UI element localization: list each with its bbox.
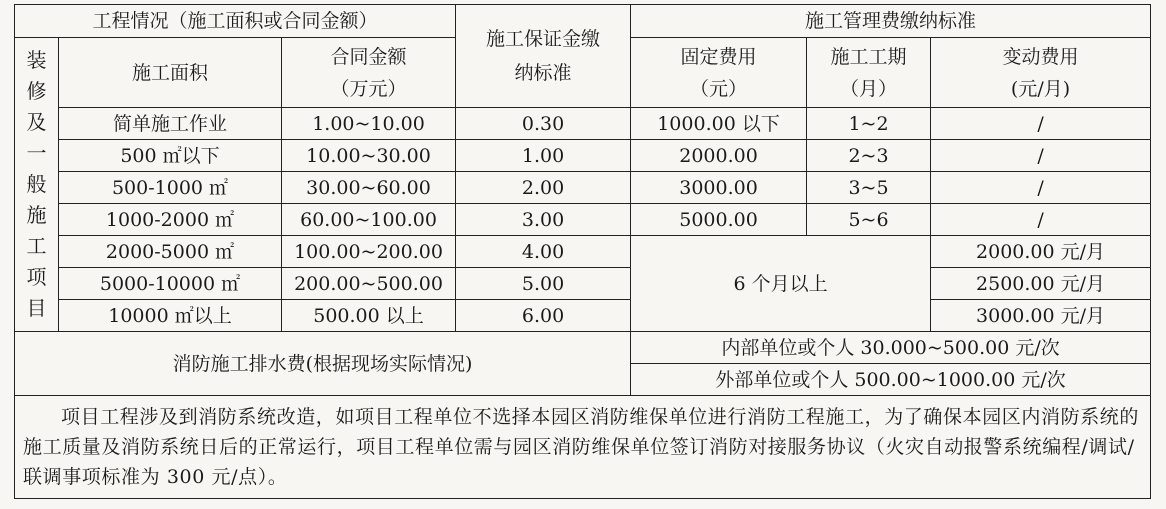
area-cell: 1000-2000 ㎡ — [59, 204, 282, 236]
contract-cell: 100.00~200.00 — [282, 236, 456, 268]
area-cell: 500-1000 ㎡ — [59, 172, 282, 204]
deposit-cell: 4.00 — [456, 236, 631, 268]
note-text: 项目工程涉及到消防系统改造，如项目工程单位不选择本园区消防维保单位进行消防工程施工，为了确保本园区内消防系统的施工质量及消防系统日后的正常运行，项目工程单位需与园区消防维保单位签订消防对接服务协议（火灾自动报警系统编程/调试/联调事项标准为 300 元/点）。 — [23, 406, 1140, 488]
variable-fee-cell: 3000.00 元/月 — [931, 300, 1151, 332]
variable-fee-cell: 2000.00 元/月 — [931, 236, 1151, 268]
category-char: 般 — [26, 172, 47, 196]
table-row — [15, 268, 1151, 300]
long-period-cell: 6 个月以上 — [631, 236, 931, 332]
variable-header-line2: (元/月) — [1010, 77, 1071, 100]
fire-drain-row — [15, 332, 1151, 364]
category-char: 装 — [26, 48, 47, 72]
variable-fee-cell: 2500.00 元/月 — [931, 268, 1151, 300]
category-side-label — [15, 38, 59, 332]
contract-header-line2: （万元） — [330, 77, 407, 100]
header-row — [15, 5, 1151, 38]
period-cell: 3~5 — [807, 172, 931, 204]
fixed-fee-cell: 2000.00 — [631, 140, 807, 172]
fee-standard-sheet — [14, 4, 1150, 504]
variable-fee-cell: / — [931, 172, 1151, 204]
category-char: 工 — [26, 234, 47, 258]
note-row — [15, 396, 1151, 499]
contract-cell: 1.00~10.00 — [282, 108, 456, 140]
deposit-header — [456, 5, 631, 108]
category-char: 及 — [26, 110, 47, 134]
deposit-cell: 2.00 — [456, 172, 631, 204]
fixed-fee-cell: 3000.00 — [631, 172, 807, 204]
contract-cell: 10.00~30.00 — [282, 140, 456, 172]
period-header-line1: 施工工期 — [830, 45, 907, 68]
category-char: 一 — [26, 141, 47, 165]
area-cell: 2000-5000 ㎡ — [59, 236, 282, 268]
table-row — [15, 108, 1151, 140]
table-row — [15, 300, 1151, 332]
contract-cell: 60.00~100.00 — [282, 204, 456, 236]
area-header: 施工面积 — [59, 38, 282, 108]
fixed-fee-header — [631, 38, 807, 108]
deposit-title: 施工保证金缴纳标准 — [486, 28, 601, 84]
fire-drain-external: 外部单位或个人 500.00~1000.00 元/次 — [631, 364, 1151, 396]
period-header — [807, 38, 931, 108]
contract-header — [282, 38, 456, 108]
fixed-fee-cell: 5000.00 — [631, 204, 807, 236]
contract-header-line1: 合同金额 — [330, 45, 407, 68]
deposit-cell: 3.00 — [456, 204, 631, 236]
fire-system-note — [15, 396, 1151, 499]
period-cell: 5~6 — [807, 204, 931, 236]
variable-fee-cell: / — [931, 204, 1151, 236]
fire-drain-label: 消防施工排水费(根据现场实际情况) — [15, 332, 631, 396]
period-cell: 1~2 — [807, 108, 931, 140]
mgmt-group-header: 施工管理费缴纳标准 — [631, 5, 1151, 38]
table-row — [15, 204, 1151, 236]
contract-cell: 500.00 以上 — [282, 300, 456, 332]
fixed-header-line2: （元） — [690, 77, 748, 100]
period-cell: 2~3 — [807, 140, 931, 172]
fixed-fee-cell: 1000.00 以下 — [631, 108, 807, 140]
fee-standard-table — [14, 4, 1151, 499]
area-cell: 10000 ㎡以上 — [59, 300, 282, 332]
category-char: 施 — [26, 203, 47, 227]
variable-fee-cell: / — [931, 108, 1151, 140]
table-row — [15, 140, 1151, 172]
area-group-header: 工程情况（施工面积或合同金额） — [15, 5, 456, 38]
fire-drain-internal: 内部单位或个人 30.000~500.00 元/次 — [631, 332, 1151, 364]
deposit-cell: 1.00 — [456, 140, 631, 172]
fixed-header-line1: 固定费用 — [680, 45, 757, 68]
contract-cell: 30.00~60.00 — [282, 172, 456, 204]
area-cell: 500 ㎡以下 — [59, 140, 282, 172]
variable-fee-cell: / — [931, 140, 1151, 172]
deposit-cell: 5.00 — [456, 268, 631, 300]
period-header-line2: （月） — [840, 77, 898, 100]
deposit-cell: 0.30 — [456, 108, 631, 140]
table-row — [15, 236, 1151, 268]
variable-fee-header — [931, 38, 1151, 108]
table-row — [15, 172, 1151, 204]
area-cell: 简单施工作业 — [59, 108, 282, 140]
variable-header-line1: 变动费用 — [1002, 45, 1079, 68]
deposit-cell: 6.00 — [456, 300, 631, 332]
contract-cell: 200.00~500.00 — [282, 268, 456, 300]
category-char: 目 — [26, 296, 47, 320]
category-char: 修 — [26, 79, 47, 103]
area-cell: 5000-10000 ㎡ — [59, 268, 282, 300]
category-char: 项 — [26, 265, 47, 289]
